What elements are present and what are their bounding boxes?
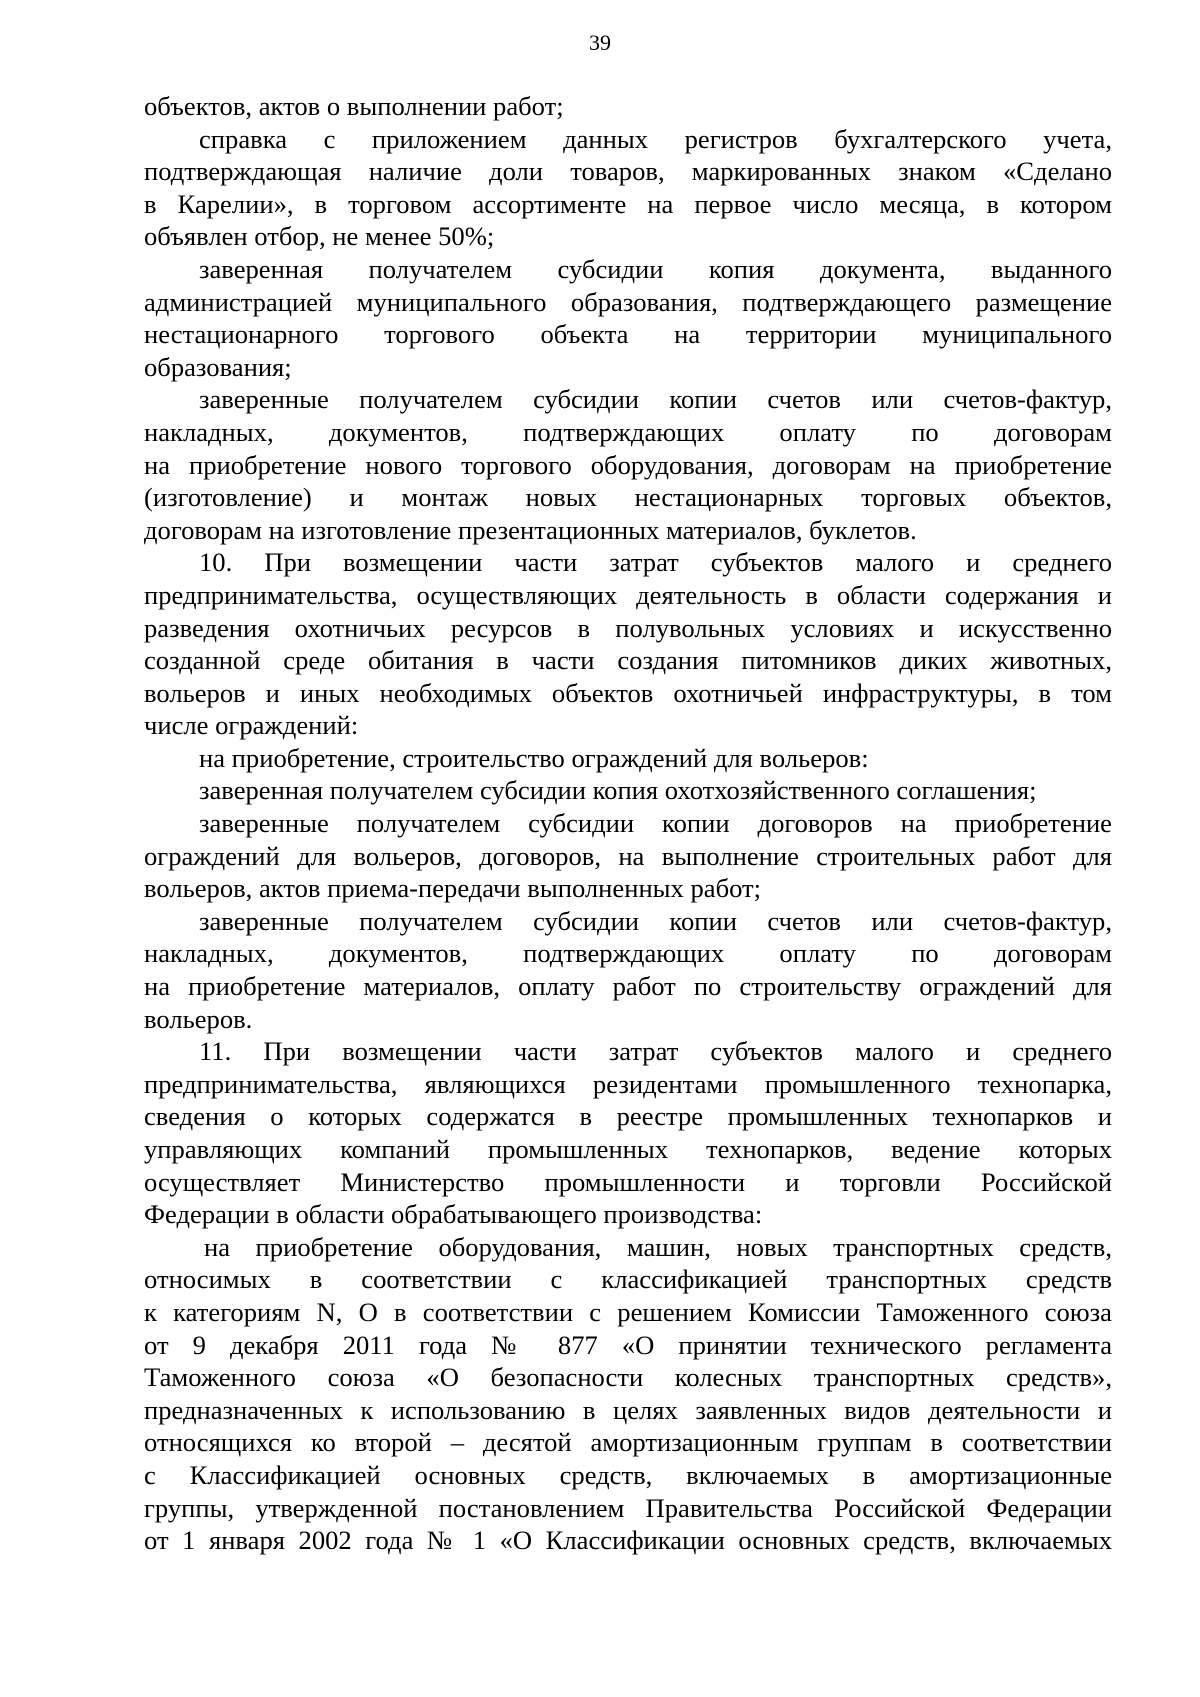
text-line: объектов, актов о выполнении работ; bbox=[144, 91, 564, 121]
text-line: числе ограждений: bbox=[144, 710, 359, 741]
text-line: договорам на изготовление презентационных материалов, буклетов. bbox=[144, 514, 917, 545]
text-line: нестационарного торгового объекта на территории муниципального bbox=[144, 319, 1112, 350]
text-line: заверенная получателем субсидии копия охотхозяйственного соглашения; bbox=[199, 775, 1037, 806]
text-line: с Классификацией основных средств, включаемых в амортизационные bbox=[144, 1459, 1112, 1490]
text-line: накладных, документов, подтверждающих оплату по договорам bbox=[144, 416, 1112, 447]
text-line: вольеров и иных необходимых объектов охотничьей инфраструктуры, в том bbox=[144, 677, 1112, 708]
text-line: заверенные получателем субсидии копии договоров на приобретение bbox=[199, 808, 1112, 839]
document-body bbox=[144, 90, 1112, 1557]
text-line: 10. При возмещении части затрат субъектов малого и среднего bbox=[199, 547, 1112, 578]
text-line: разведения охотничьих ресурсов в полувольных условиях и искусственно bbox=[144, 612, 1112, 643]
text-line: объявлен отбор, не менее 50%; bbox=[144, 221, 495, 252]
text-line: справка с приложением данных регистров бухгалтерского учета, bbox=[199, 123, 1112, 154]
text-line: предпринимательства, являющихся резидентами промышленного технопарка, bbox=[144, 1068, 1112, 1099]
text-line: 11. При возмещении части затрат субъектов малого и среднего bbox=[199, 1036, 1112, 1067]
text-line: управляющих компаний промышленных технопарков, ведение которых bbox=[144, 1134, 1112, 1164]
text-line: Таможенного союза «О безопасности колесных транспортных средств», bbox=[144, 1362, 1112, 1393]
text-line: в Карелии», в торговом ассортименте на первое число месяца, в котором bbox=[144, 188, 1112, 219]
text-line: образования; bbox=[144, 351, 292, 382]
text-line: к категориям N, O в соответствии с решением Комиссии Таможенного союза bbox=[144, 1296, 1112, 1327]
text-line: на приобретение нового торгового оборудования, договорам на приобретение bbox=[144, 449, 1112, 480]
text-line: от 1 января 2002 года № 1 «О Классификации основных средств, включаемых bbox=[144, 1525, 1112, 1556]
text-line: осуществляет Министерство промышленности и торговли Российской bbox=[144, 1166, 1112, 1197]
text-line: предпринимательства, осуществляющих деятельность в области содержания и bbox=[144, 579, 1112, 610]
text-line: предназначенных к использованию в целях заявленных видов деятельности и bbox=[144, 1394, 1112, 1425]
text-line: от 9 декабря 2011 года № 877 «О принятии технического регламента bbox=[144, 1329, 1112, 1360]
text-line: группы, утвержденной постановлением Правительства Российской Федерации bbox=[144, 1492, 1112, 1523]
text-line: накладных, документов, подтверждающих оплату по договорам bbox=[144, 938, 1112, 969]
text-line: заверенные получателем субсидии копии счетов или счетов-фактур, bbox=[199, 905, 1112, 936]
text-line: заверенные получателем субсидии копии счетов или счетов-фактур, bbox=[199, 384, 1112, 415]
text-line: на приобретение оборудования, машин, новых транспортных средств, bbox=[204, 1231, 1112, 1262]
text-line: ограждений для вольеров, договоров, на выполнение строительных работ для bbox=[144, 840, 1112, 871]
text-line: заверенная получателем субсидии копия документа, выданного bbox=[199, 253, 1112, 284]
page-number: 39 bbox=[589, 30, 611, 55]
text-line: созданной среде обитания в части создания питомников диких животных, bbox=[144, 645, 1112, 676]
text-line: относящихся ко второй – десятой амортизационным группам в соответствии bbox=[144, 1427, 1112, 1458]
text-line: подтверждающая наличие доли товаров, маркированных знаком «Сделано bbox=[144, 156, 1112, 187]
text-line: администрацией муниципального образования, подтверждающего размещение bbox=[144, 286, 1112, 317]
text-line: (изготовление) и монтаж новых нестационарных торговых объектов, bbox=[144, 482, 1112, 513]
text-line: вольеров. bbox=[144, 1003, 253, 1034]
text-line: сведения о которых содержатся в реестре промышленных технопарков и bbox=[144, 1101, 1112, 1132]
text-line: относимых в соответствии с классификацией транспортных средств bbox=[144, 1264, 1112, 1295]
text-line: на приобретение, строительство ограждений для вольеров: bbox=[199, 742, 869, 773]
text-line: на приобретение материалов, оплату работ по строительству ограждений для bbox=[144, 971, 1112, 1002]
text-line: вольеров, актов приема-передачи выполненных работ; bbox=[144, 873, 762, 904]
text-line: Федерации в области обрабатывающего производства: bbox=[144, 1199, 763, 1230]
